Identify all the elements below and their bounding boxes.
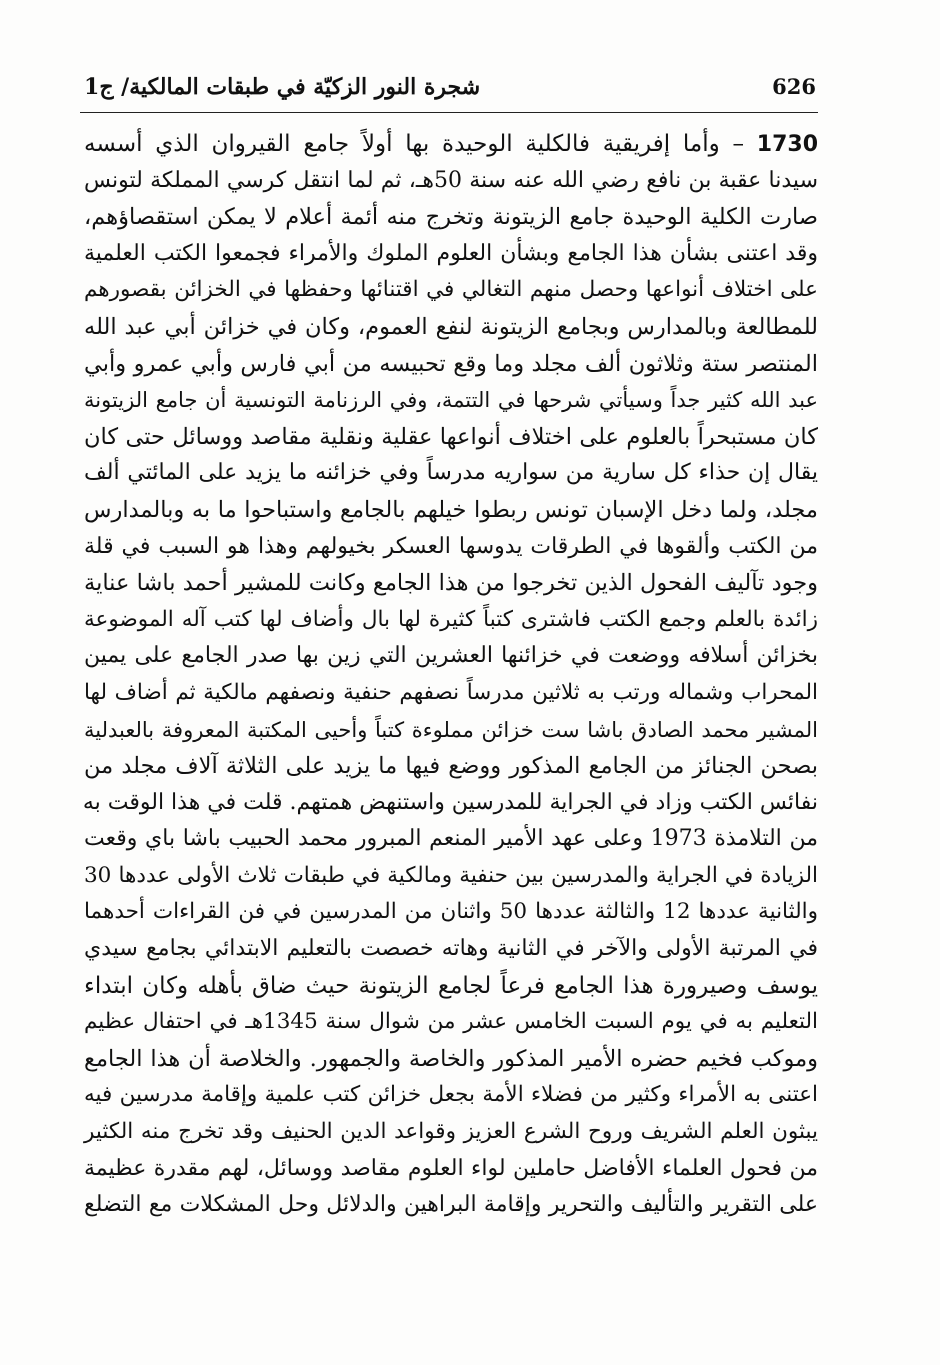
text-line: صارت الكلية الوحيدة جامع الزيتونة وتخرج منه أئمة أعلام لا يمكن استقصاؤهم، [84, 204, 818, 231]
text-line: المشير محمد الصادق باشا ست خزائن مملوءة كتباً وأحيى المكتبة المعروفة بالعبدلية [84, 717, 818, 742]
text-line: يقال إن حذاء كل سارية من سواريه مدرساً وفي خزائنه ما يزيد على المائتي ألف [84, 460, 818, 486]
text-line: اعتنى به الأمراء وكثير من فضلاء الأمة بجعل خزائن كتب علمية وإقامة مدرسين فيه [84, 1082, 818, 1108]
first-line-text: – وأما إفريقية فالكلية الوحيدة بها أولاً جامع القيروان الذي أسسه [84, 131, 757, 157]
text-line: على التقرير والتأليف والتحرير وإقامة البراهين والدلائل وحل المشكلات مع التضلع [84, 1192, 818, 1218]
text-line: المنتصر ستة وثلاثون ألف مجلد وما وقع تحبيسه من أبي فارس وأبي عمرو وأبي [84, 350, 818, 377]
text-line: والثانية عددها 12 والثالثة عددها 50 واثنان من المدرسين في فن القراءات أحدهما [84, 899, 818, 925]
text-line: من التلامذة 1973 وعلى عهد الأمير المنعم المبرور محمد الحبيب باشا باي وقعت [84, 826, 818, 852]
text-line: للمطالعة وبالمدارس وبجامع الزيتونة لنفع العموم، وكان في خزائن أبي عبد الله [84, 313, 818, 340]
text-line-first [84, 126, 818, 163]
text-line: نفائس الكتب وزاد في الجراية للمدرسين واستنهض همتهم. قلت في هذا الوقت به [82, 789, 818, 815]
text-line: المحراب وشماله ورتب به ثلاثين مدرساً نصفهم حنفية ونصفهم مالكية ثم أضاف لها [84, 679, 818, 705]
text-line: من الكتب وألقوها في الطرقات يدوسها العسكر بخيولهم وهذا هو السبب في قلة [84, 533, 818, 559]
text-line: عبد الله كثير جداً وسيأتي شرحها في التتمة، وفي الرزنامة التونسية أن جامع الزيتونة [84, 388, 818, 413]
header-divider [80, 112, 818, 113]
text-line: بخزائن أسلافه ووضعت في خزائنها العشرين التي زين بها صدر الجامع على يمين [84, 643, 818, 669]
text-line: الزيادة في الجراية والمدرسين بين حنفية ومالكية في طبقات ثلاث الأولى عددها 30 [84, 862, 818, 888]
text-line: وجود تآليف الفحول الذين تخرجوا من هذا الجامع وكانت للمشير أحمد باشا عناية [84, 570, 818, 597]
text-line: زائدة بالعلم وجمع الكتب فاشترى كتباً كثيرة لها بال وأضاف لها كتب آله الموضوعة [84, 606, 818, 632]
text-line: سيدنا عقبة بن نافع رضي الله عنه سنة 50هـ، ثم لما انتقل كرسي المملكة لتونس [84, 167, 819, 193]
entry-number: 1730 [756, 132, 819, 157]
text-line: يبثون العلم الشريف وروح الشرع العزيز وقواعد الدين الحنيف وقد تخرج منه الكثير [84, 1119, 818, 1145]
text-line: يوسف وصيرورة هذا الجامع فرعاً لجامع الزيتونة حيث ضاق بأهله وكان ابتداء [84, 972, 818, 999]
text-line: كان مستبحراً بالعلوم على اختلاف أنواعها عقلية ونقلية مقاصد ووسائل حتى كان [84, 423, 818, 450]
running-title: شجرة النور الزكيّة في طبقات المالكية/ ج1 [84, 74, 481, 100]
text-line: في المرتبة الأولى والآخر في الثانية وهاته خصصت بالتعليم الابتدائي بجامع سيدي [84, 936, 818, 962]
text-line: مجلد، ولما دخل الإسبان تونس ربطوا خيلهم بالجامع واستباحوا ما به وبالمدارس [84, 496, 818, 523]
text-line: التعليم به في يوم السبت الخامس عشر من شوال سنة 1345هـ في احتفال عظيم [84, 1009, 818, 1035]
body-text [84, 126, 818, 1224]
text-line: وموكب فخيم حضره الأمير المذكور والخاصة والجمهور. والخلاصة أن هذا الجامع [84, 1045, 818, 1072]
text-line: وقد اعتنى بشأن هذا الجامع وبشأن العلوم الملوك والأمراء فجمعوا الكتب العلمية [84, 240, 818, 266]
text-line: على اختلاف أنواعها وحصل منهم التغالي في اقتنائها وحفظها في الخزائن بقصورهم [84, 277, 818, 303]
running-header [80, 72, 818, 106]
text-line: من فحول العلماء الأفاضل حاملين لواء العلوم مقاصد ووسائل، لهم مقدرة عظيمة [84, 1155, 818, 1181]
page-number: 626 [772, 74, 816, 99]
text-line: بصحن الجنائز من الجامع المذكور ووضع فيها ما يزيد على الثلاثة آلاف مجلد من [84, 753, 818, 780]
